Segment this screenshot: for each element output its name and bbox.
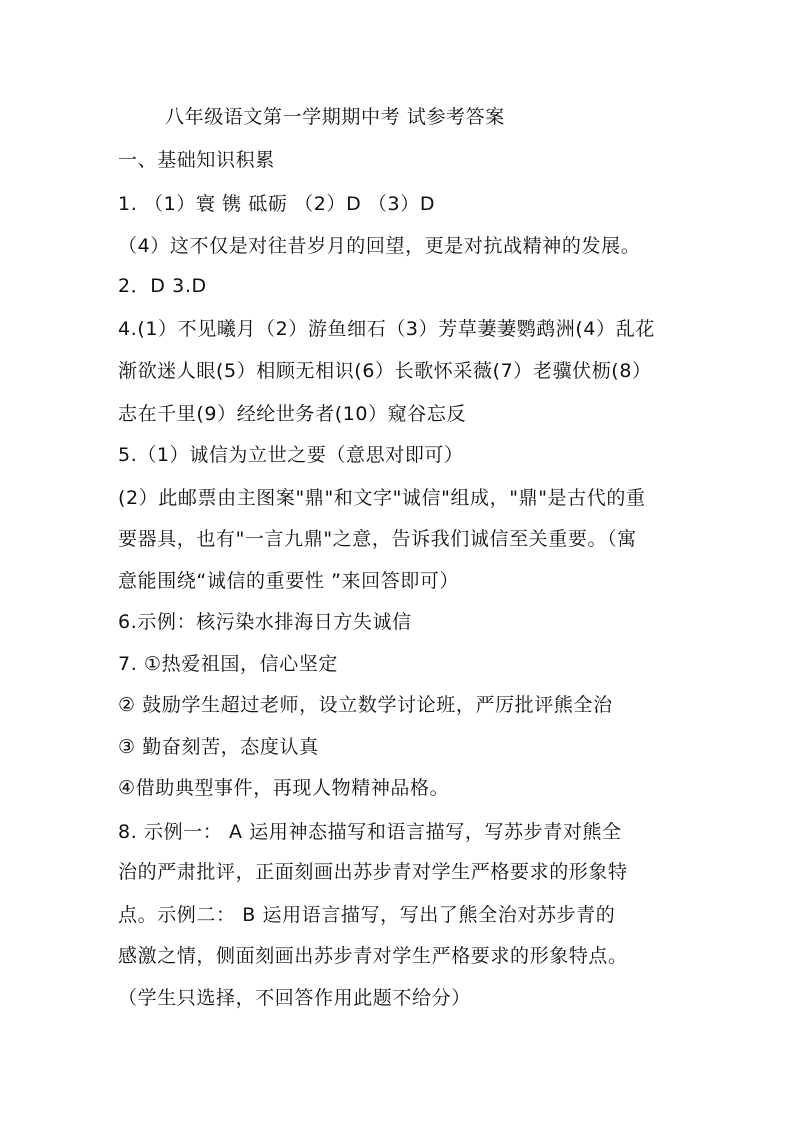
answer-line-14: ③ 勤奋刻苦，态度认真 (118, 736, 319, 758)
answer-line-20: （学生只选择，不回答作用此题不给分） (118, 987, 471, 1009)
answer-line-15: ④借助典型事件，再现人物精神品格。 (118, 777, 450, 799)
answer-line-8: (2）此邮票由主图案"鼎"和文字"诚信"组成，"鼎"是古代的重 (118, 487, 646, 509)
answer-line-17: 治的严肃批评，正面刻画出苏步青对学生严格要求的形象特 (118, 861, 628, 883)
answer-line-5: 渐欲迷人眼(5）相顾无相识(6）长歌怀采薇(7）老骥伏枥(8） (118, 360, 652, 382)
answer-line-18: 点。示例二： B 运用语言描写，写出了熊全治对苏步青的 (118, 904, 616, 926)
answer-line-11: 6.示例：核污染水排海日方失诚信 (118, 611, 412, 633)
answer-line-12: 7. ①热爱祖国，信心坚定 (118, 653, 339, 675)
document-title: 八年级语文第一学期期中考 试参考答案 (165, 106, 505, 128)
answer-line-16: 8. 示例一： A 运用神态描写和语言描写，写苏步青对熊全 (118, 821, 622, 843)
answer-line-6: 志在千里(9）经纶世务者(10）窥谷忘反 (118, 403, 467, 425)
answer-line-7: 5.（1）诚信为立世之要（意思对即可） (118, 444, 464, 466)
section-heading-basic-knowledge: 一、基础知识积累 (118, 149, 275, 171)
answer-line-2: （4）这不仅是对往昔岁月的回望，更是对抗战精神的发展。 (118, 235, 641, 257)
answer-line-19: 感激之情，侧面刻画出苏步青对学生严格要求的形象特点。 (118, 945, 628, 967)
answer-line-4: 4.(1）不见曦月（2）游鱼细石（3）芳草萋萋鹦鹉洲(4）乱花 (118, 318, 655, 340)
answer-line-13: ② 鼓励学生超过老师，设立数学讨论班，严厉批评熊全治 (118, 694, 613, 716)
answer-line-9: 要器具，也有"一言九鼎"之意，告诉我们诚信至关重要。（寓 (118, 528, 637, 550)
answer-line-1: 1. （1）寰 镌 砥砺 （2）D （3）D (118, 193, 436, 215)
answer-line-10: 意能围绕“诚信的重要性 ”来回答即可） (118, 570, 460, 592)
answer-line-3: 2．D 3.D (118, 275, 207, 297)
